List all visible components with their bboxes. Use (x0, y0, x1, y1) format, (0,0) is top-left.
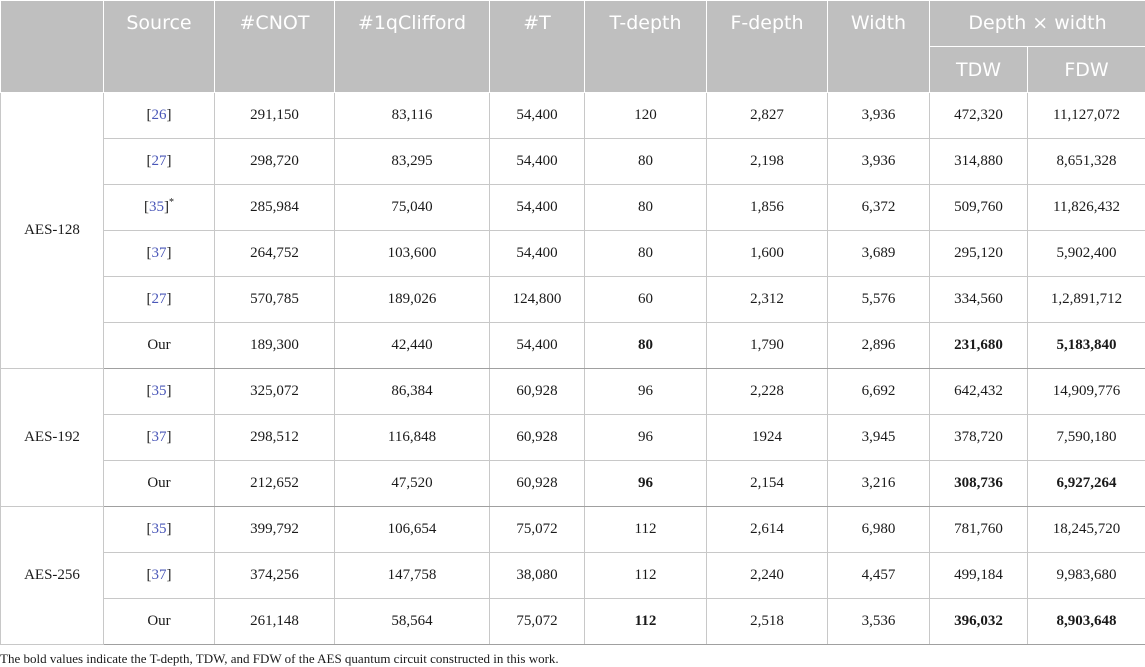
fdepth-cell: 2,198 (707, 139, 828, 185)
ref-bracket-open: [ (146, 245, 152, 261)
t-cell: 54,400 (490, 185, 585, 231)
width-cell: 3,216 (828, 461, 930, 507)
t-cell: 54,400 (490, 93, 585, 139)
source-cell (104, 369, 215, 415)
ref-bracket-open: [ (146, 291, 152, 307)
ref-bracket-close: ] (166, 153, 172, 169)
group-label: AES-192 (1, 369, 104, 507)
fdw-cell: 11,826,432 (1028, 185, 1145, 231)
width-cell: 3,945 (828, 415, 930, 461)
tdw-cell: 334,560 (930, 277, 1028, 323)
fdepth-cell: 2,614 (707, 507, 828, 553)
table-body (1, 93, 1145, 645)
tdw-cell: 378,720 (930, 415, 1028, 461)
header-tdepth: T-depth (585, 1, 707, 93)
cnot-cell: 298,512 (215, 415, 335, 461)
header-depth-width: Depth × width (930, 1, 1145, 47)
citation-link[interactable]: 35 (151, 521, 167, 537)
fdw-cell: 5,183,840 (1028, 323, 1145, 369)
tdw-cell: 642,432 (930, 369, 1028, 415)
tdw-cell: 781,760 (930, 507, 1028, 553)
fdw-cell: 8,903,648 (1028, 599, 1145, 645)
group-label: AES-256 (1, 507, 104, 645)
tdepth-cell: 112 (585, 553, 707, 599)
ref-bracket-close: ] (166, 291, 172, 307)
tdepth-cell: 112 (585, 599, 707, 645)
ref-bracket-close: ] (166, 383, 172, 399)
t-cell: 54,400 (490, 323, 585, 369)
fdepth-cell: 2,827 (707, 93, 828, 139)
cnot-cell: 570,785 (215, 277, 335, 323)
fdepth-cell: 1924 (707, 415, 828, 461)
tdepth-cell: 96 (585, 415, 707, 461)
source-cell (104, 553, 215, 599)
cnot-cell: 399,792 (215, 507, 335, 553)
ref-bracket-open: [ (146, 429, 152, 445)
width-cell: 6,372 (828, 185, 930, 231)
clifford-cell: 86,384 (335, 369, 490, 415)
clifford-cell: 116,848 (335, 415, 490, 461)
t-cell: 60,928 (490, 369, 585, 415)
clifford-cell: 147,758 (335, 553, 490, 599)
header-cnot: #CNOT (215, 1, 335, 93)
t-cell: 75,072 (490, 507, 585, 553)
fdw-cell: 6,927,264 (1028, 461, 1145, 507)
tdepth-cell: 112 (585, 507, 707, 553)
ref-bracket-close: ] (166, 567, 172, 583)
table-row (1, 93, 1145, 139)
tdepth-cell: 80 (585, 185, 707, 231)
t-cell: 54,400 (490, 139, 585, 185)
cnot-cell: 189,300 (215, 323, 335, 369)
source-cell (104, 277, 215, 323)
fdw-cell: 14,909,776 (1028, 369, 1145, 415)
header-clifford: #1qClifford (335, 1, 490, 93)
cnot-cell: 264,752 (215, 231, 335, 277)
header-fdepth: F-depth (707, 1, 828, 93)
ref-bracket-open: [ (146, 521, 152, 537)
table-footnote: The bold values indicate the T-depth, TDW, and FDW of the AES quantum circuit constructed in this work. (0, 651, 559, 666)
fdepth-cell: 1,856 (707, 185, 828, 231)
ref-bracket-close: ] (166, 429, 172, 445)
tdepth-cell: 96 (585, 461, 707, 507)
ref-bracket-open: [ (146, 567, 152, 583)
tdepth-cell: 60 (585, 277, 707, 323)
fdepth-cell: 2,154 (707, 461, 828, 507)
source-cell: Our (104, 461, 215, 507)
table-row (1, 323, 1145, 369)
fdepth-cell: 2,312 (707, 277, 828, 323)
ref-bracket-open: [ (144, 199, 149, 215)
header-source: Source (104, 1, 215, 93)
t-cell: 124,800 (490, 277, 585, 323)
header-blank (1, 1, 104, 93)
table-row (1, 277, 1145, 323)
t-cell: 60,928 (490, 461, 585, 507)
table-row (1, 231, 1145, 277)
tdepth-cell: 96 (585, 369, 707, 415)
citation-link[interactable]: 37 (151, 567, 167, 583)
ref-bracket-close: ] (166, 107, 172, 123)
width-cell: 3,936 (828, 139, 930, 185)
table-row (1, 461, 1145, 507)
t-cell: 38,080 (490, 553, 585, 599)
group-label: AES-128 (1, 93, 104, 369)
cnot-cell: 325,072 (215, 369, 335, 415)
clifford-cell: 106,654 (335, 507, 490, 553)
tdepth-cell: 80 (585, 231, 707, 277)
table-row (1, 415, 1145, 461)
tdw-cell: 472,320 (930, 93, 1028, 139)
tdw-cell: 509,760 (930, 185, 1028, 231)
fdw-cell: 18,245,720 (1028, 507, 1145, 553)
width-cell: 6,980 (828, 507, 930, 553)
ref-bracket-open: [ (146, 107, 152, 123)
width-cell: 3,536 (828, 599, 930, 645)
fdepth-cell: 2,240 (707, 553, 828, 599)
citation-link[interactable]: 37 (151, 245, 167, 261)
ref-bracket-close: ] (166, 245, 172, 261)
header-tdw: TDW (930, 47, 1028, 93)
width-cell: 3,689 (828, 231, 930, 277)
cnot-cell: 212,652 (215, 461, 335, 507)
fdw-cell: 5,902,400 (1028, 231, 1145, 277)
tdw-cell: 314,880 (930, 139, 1028, 185)
ref-bracket-close: ] (166, 521, 172, 537)
clifford-cell: 58,564 (335, 599, 490, 645)
source-cell (104, 185, 215, 231)
clifford-cell: 42,440 (335, 323, 490, 369)
tdw-cell: 396,032 (930, 599, 1028, 645)
clifford-cell: 189,026 (335, 277, 490, 323)
width-cell: 2,896 (828, 323, 930, 369)
tdw-cell: 295,120 (930, 231, 1028, 277)
cnot-cell: 285,984 (215, 185, 335, 231)
tdepth-cell: 120 (585, 93, 707, 139)
source-cell (104, 507, 215, 553)
source-cell: Our (104, 599, 215, 645)
width-cell: 5,576 (828, 277, 930, 323)
table-row (1, 139, 1145, 185)
citation-link[interactable]: 27 (151, 291, 167, 307)
table-row (1, 507, 1145, 553)
fdw-cell: 1,2,891,712 (1028, 277, 1145, 323)
source-cell (104, 139, 215, 185)
clifford-cell: 103,600 (335, 231, 490, 277)
clifford-cell: 47,520 (335, 461, 490, 507)
cnot-cell: 298,720 (215, 139, 335, 185)
source-cell: Our (104, 323, 215, 369)
fdepth-cell: 2,228 (707, 369, 828, 415)
fdw-cell: 7,590,180 (1028, 415, 1145, 461)
ref-bracket-open: [ (146, 153, 152, 169)
clifford-cell: 83,116 (335, 93, 490, 139)
clifford-cell: 75,040 (335, 185, 490, 231)
t-cell: 75,072 (490, 599, 585, 645)
fdw-cell: 9,983,680 (1028, 553, 1145, 599)
tdw-cell: 308,736 (930, 461, 1028, 507)
fdepth-cell: 1,790 (707, 323, 828, 369)
citation-link[interactable]: 26 (151, 107, 167, 123)
tdw-cell: 499,184 (930, 553, 1028, 599)
width-cell: 4,457 (828, 553, 930, 599)
ref-bracket-close: ] (164, 199, 169, 215)
source-cell (104, 415, 215, 461)
t-cell: 60,928 (490, 415, 585, 461)
cnot-cell: 291,150 (215, 93, 335, 139)
fdw-cell: 11,127,072 (1028, 93, 1145, 139)
citation-link[interactable]: 27 (151, 153, 167, 169)
fdw-cell: 8,651,328 (1028, 139, 1145, 185)
fdepth-cell: 2,518 (707, 599, 828, 645)
asterisk-footnote-mark: * (169, 197, 174, 208)
tdepth-cell: 80 (585, 323, 707, 369)
source-cell (104, 93, 215, 139)
tdw-cell: 231,680 (930, 323, 1028, 369)
width-cell: 6,692 (828, 369, 930, 415)
cnot-cell: 374,256 (215, 553, 335, 599)
tdepth-cell: 80 (585, 139, 707, 185)
fdepth-cell: 1,600 (707, 231, 828, 277)
width-cell: 3,936 (828, 93, 930, 139)
source-cell (104, 231, 215, 277)
cnot-cell: 261,148 (215, 599, 335, 645)
table-header (1, 1, 1145, 93)
table-row (1, 185, 1145, 231)
t-cell: 54,400 (490, 231, 585, 277)
table-row (1, 369, 1145, 415)
table-row (1, 599, 1145, 645)
header-t: #T (490, 1, 585, 93)
header-width: Width (828, 1, 930, 93)
table-row (1, 553, 1145, 599)
ref-bracket-open: [ (146, 383, 152, 399)
citation-link[interactable]: 37 (151, 429, 167, 445)
citation-link[interactable]: 35 (149, 199, 164, 215)
citation-link[interactable]: 35 (151, 383, 167, 399)
header-fdw: FDW (1028, 47, 1145, 93)
clifford-cell: 83,295 (335, 139, 490, 185)
